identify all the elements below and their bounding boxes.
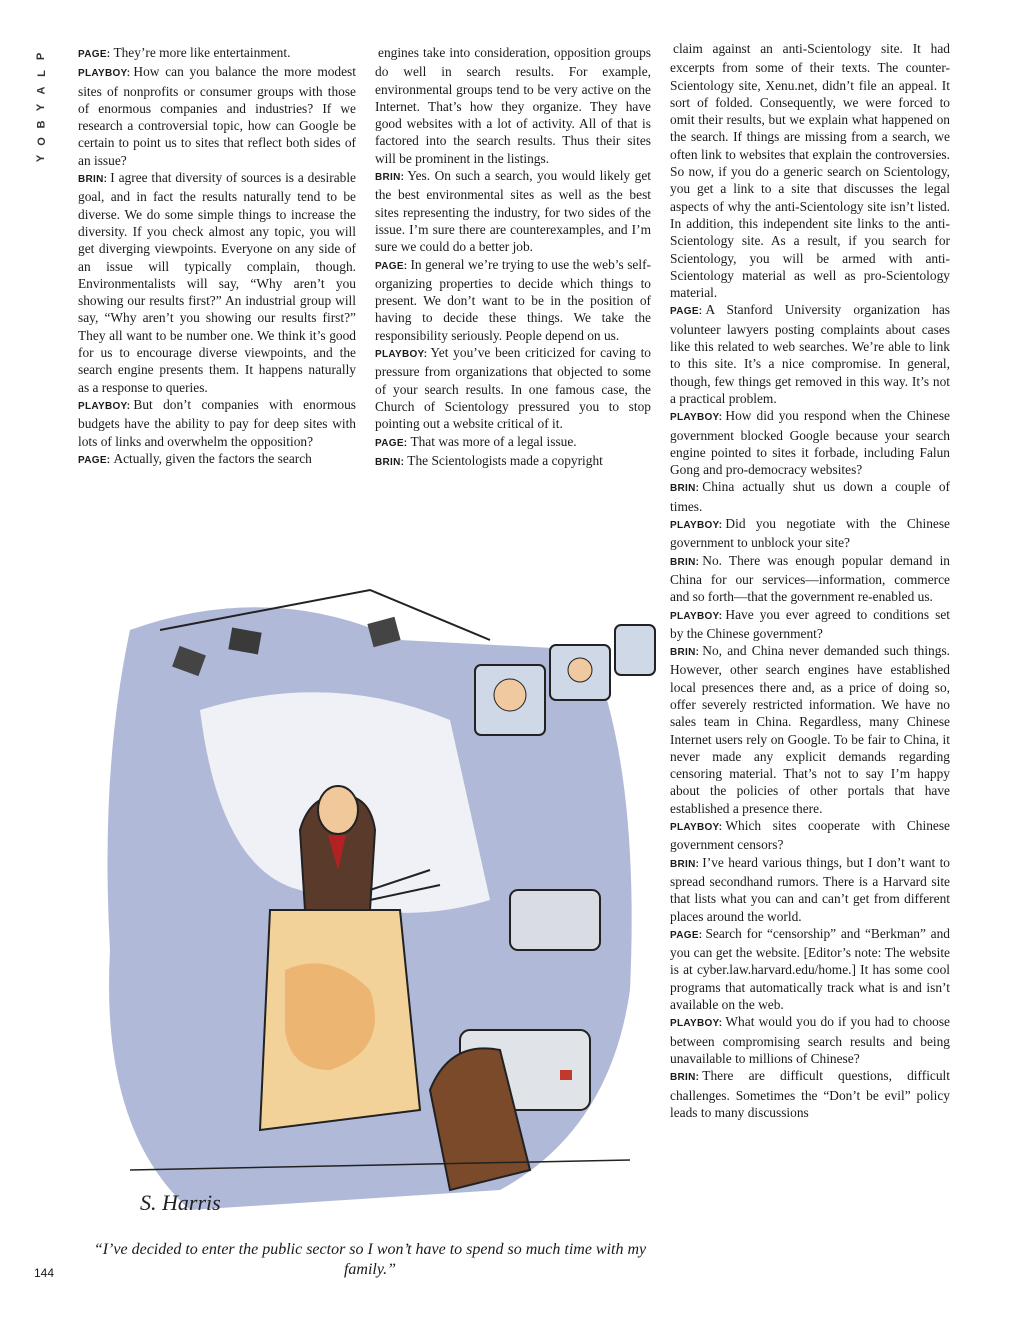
speaker-label: PAGE: — [670, 306, 703, 318]
paragraph-text: How can you balance the more modest sites of nonprofits or consumer groups with those of enormous companies and industries? If we research a controversial topic, how can Google be certain to point us to sites that reflect both sides of an issue? — [78, 64, 356, 168]
paragraph — [670, 606, 950, 643]
paragraph — [670, 301, 950, 407]
speaker-label: PLAYBOY: — [670, 822, 723, 834]
speaker-label: PLAYBOY: — [670, 1018, 723, 1030]
speaker-label: PAGE: — [375, 260, 408, 272]
paragraph — [78, 450, 356, 469]
paragraph-text: Have you ever agreed to conditions set by the Chinese government? — [670, 606, 950, 641]
paragraph-text: China actually shut us down a couple of times. — [670, 479, 950, 514]
paragraph-text: A Stanford University organization has volunteer lawyers posting complaints about cases like this related to web searches. We’re able to link to this site. It’s a nice compromise. In general, though, few things get removed in this way. It’s not a practical problem. — [670, 302, 950, 406]
paragraph — [375, 433, 651, 452]
paragraph-text: Yet you’ve been criticized for caving to pressure from organizations that objected to some of your search results. In one famous case, the Church of Scientology pressured you to stop pointing out a website critical of it. — [375, 345, 651, 432]
paragraph — [375, 167, 651, 255]
paragraph-text: That was more of a legal issue. — [410, 433, 577, 449]
running-head-letter: L — [35, 70, 48, 77]
paragraph-text: No, and China never demanded such things. However, other search engines have established local presences there and, as a price of doing so, offer severely restricted information. We have no sales team in China. Regardless, many Chinese Internet users rely on Google. To be fair to China, it never made any explicit demands regarding censoring material. That’s not to say I’m happy about the policies of other portals that have established a presence there. — [670, 643, 950, 816]
running-head-letter: Y — [35, 154, 48, 163]
paragraph — [670, 407, 950, 478]
speaker-label: BRIN: — [670, 483, 700, 495]
paragraph-text: They’re more like entertainment. — [113, 45, 291, 60]
text-column-1 — [78, 44, 356, 469]
paragraph — [670, 817, 950, 854]
paragraph — [78, 44, 356, 63]
speaker-label: BRIN: — [670, 858, 700, 870]
paragraph — [670, 925, 950, 1013]
speaker-label: PLAYBOY: — [670, 412, 723, 424]
paragraph — [375, 452, 651, 471]
speaker-label: BRIN: — [670, 647, 700, 659]
cartoon-drawing — [70, 570, 660, 1230]
artist-signature: S. Harris — [140, 1190, 221, 1215]
running-head-letter: Y — [35, 103, 48, 112]
paragraph-text: The Scientologists made a copyright — [407, 452, 603, 468]
paragraph — [78, 63, 356, 169]
paragraph-text: But don’t companies with enormous budgets have the ability to pay for deep sites with lots of links and overwhelm the opposition? — [78, 396, 356, 449]
paragraph-text: How did you respond when the Chinese government blocked Google because your search engine pointed to sites it forbade, including Falun Gong and pro-democracy websites? — [670, 408, 950, 478]
paragraph-text: Actually, given the factors the search — [113, 450, 312, 466]
speaker-label: PAGE: — [670, 929, 703, 941]
speaker-label: PLAYBOY: — [78, 68, 131, 80]
paragraph-text: claim against an anti-Scientology site. It had excerpts from some of their texts. The counter-Scientology site, Xenu.net, didn’t file an appeal. It sort of folded. Consequently, we were forced to omit their results, but we explain what happened on the search. If things are missing from a search, we often link to websites that explain the controversies. So now, if you do a generic search on Scientology, you get a link to a site that discusses the legal aspects of why the anti-Scientology site isn’t listed. In addition, this independent site links to the anti-Scientology site. As a result, if you search for Scientology, you will be armed with anti-Scientology material as well as pro-Scientology material. — [670, 41, 950, 301]
paragraph — [78, 169, 356, 396]
running-head — [32, 48, 52, 167]
speaker-label: PAGE: — [375, 437, 408, 449]
page-number: 144 — [34, 1266, 55, 1280]
speaker-label: PAGE: — [78, 49, 111, 60]
speaker-label: PLAYBOY: — [670, 520, 723, 532]
paragraph — [375, 256, 651, 344]
paragraph — [670, 1013, 950, 1067]
speaker-label: PAGE: — [78, 454, 111, 466]
paragraph — [670, 642, 950, 817]
speaker-label: BRIN: — [375, 172, 405, 184]
cartoon-illustration — [70, 570, 660, 1230]
paragraph — [670, 552, 950, 606]
paragraph-text: I agree that diversity of sources is a desirable goal, and in fact the results naturally tend to be diverse. We do some simple things to increase the diversity. If you check almost any topic, you will get diverging viewpoints. Everyone on any side of an issue will typically complain, though. Environmentalists will say, “Why aren’t you showing our results first?” An industrial group will say, “Why aren’t you showing our results first?” They all want to be number one. We think it’s good for us to encourage diverse viewpoints, and the search engine presents them. It happens naturally as a response to queries. — [78, 170, 356, 395]
paragraph-text: engines take into consideration, opposition groups do well in search results. For example, environmental groups tend to be very active on the Internet. That’s how they organize. They have good websites with a lot of activity. All of that is factored into the search results. Thus their sites will be prominent in the listings. — [375, 45, 651, 166]
paragraph-text: Which sites cooperate with Chinese government censors? — [670, 818, 950, 853]
paragraph-text: No. There was enough popular demand in China for our services—information, commerce and so forth—that the government re-enabled us. — [670, 552, 950, 605]
paragraph — [670, 1067, 950, 1121]
speaker-label: BRIN: — [670, 556, 700, 568]
paragraph-text: I’ve heard various things, but I don’t want to spread secondhand rumors. There is a Harvard site that lists what you can and can’t get from different places around the world. — [670, 854, 950, 924]
paragraph — [78, 396, 356, 450]
paragraph — [375, 344, 651, 432]
running-head-letter: A — [35, 86, 48, 95]
paragraph — [670, 854, 950, 925]
running-head-letter: O — [35, 137, 48, 146]
speaker-label: BRIN: — [670, 1072, 700, 1084]
speaker-label: PLAYBOY: — [670, 610, 723, 622]
text-column-2 — [375, 44, 651, 471]
paragraph-text: Did you negotiate with the Chinese government to unblock your site? — [670, 516, 950, 551]
running-head-letter: P — [35, 52, 48, 61]
paragraph-text: There are difficult questions, difficult challenges. Sometimes the “Don’t be evil” policy leads to many discussions — [670, 1068, 950, 1120]
speaker-label: PLAYBOY: — [78, 400, 131, 412]
speaker-label: PLAYBOY: — [375, 349, 428, 361]
speaker-label: BRIN: — [375, 456, 405, 468]
paragraph-text: Search for “censorship” and “Berkman” and you can get the website. [Editor’s note: The website is at cyber.law.harvard.edu/home.] It has some cool programs that automatically track what is and isn’t available on the web. — [670, 925, 950, 1013]
paragraph — [670, 478, 950, 515]
paragraph-text: In general we’re trying to use the web’s self-organizing properties to decide which things to present. We don’t want to be in the position of having to decide these things. We take the responsibility seriously. People depend on us. — [375, 256, 651, 343]
paragraph-text: Yes. On such a search, you would likely get the best environmental sites as well as the best sites representing the industry, for two sides of the issue. I’m sure there are counterexamples, and I’m sure we could do a better job. — [375, 168, 651, 255]
paragraph — [670, 40, 950, 301]
text-column-3 — [670, 40, 950, 1121]
paragraph — [375, 44, 651, 167]
paragraph-text: What would you do if you had to choose between compromising search results and being unavailable to millions of Chinese? — [670, 1014, 950, 1066]
cartoon-caption: “I’ve decided to enter the public sector so I won’t have to spend so much time with my family.” — [93, 1241, 647, 1278]
running-head-letter: B — [35, 120, 48, 129]
paragraph — [670, 515, 950, 552]
speaker-label: BRIN: — [78, 174, 108, 186]
